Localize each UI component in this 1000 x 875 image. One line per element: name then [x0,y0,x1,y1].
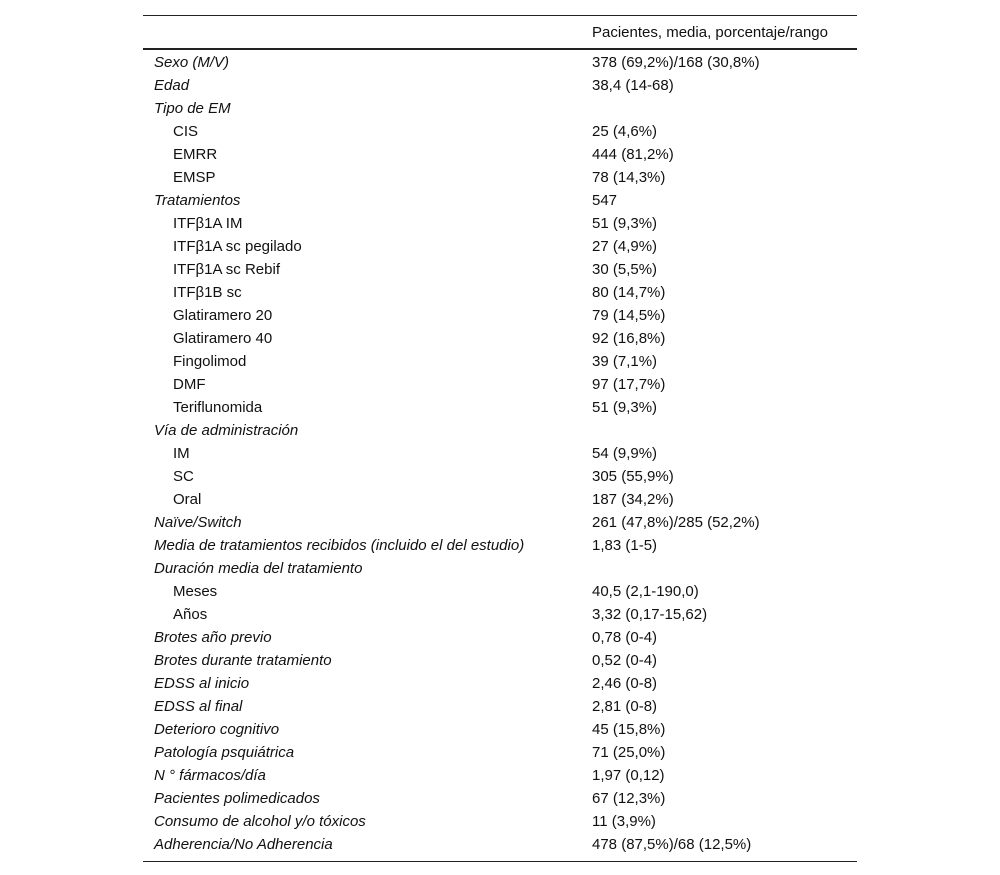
table-row [143,304,857,327]
row-label: Media de tratamientos recibidos (incluido el del estudio) [154,537,525,554]
table-row [143,787,857,810]
row-label: CIS [173,123,199,140]
row-value: 0,78 (0-4) [592,629,658,646]
row-value: 11 (3,9%) [592,813,656,830]
table-row [143,557,857,580]
table-row [143,74,857,97]
row-value: 261 (47,8%)/285 (52,2%) [592,514,760,531]
table-body [143,50,857,856]
table-header [143,16,857,48]
row-label: Brotes año previo [154,629,272,646]
row-label: Tipo de EM [154,100,231,117]
row-label: Meses [173,583,218,600]
row-label: Oral [173,491,202,508]
row-label: ITFβ1A sc Rebif [173,261,280,278]
table-row [143,511,857,534]
table-row [143,373,857,396]
table-row [143,534,857,557]
header-col-value: Pacientes, media, porcentaje/rango [592,23,828,41]
row-value: 547 [592,192,618,209]
table-row [143,695,857,718]
row-value: 51 (9,3%) [592,399,658,416]
row-label: EMSP [173,169,216,186]
row-value: 40,5 (2,1-190,0) [592,583,699,600]
row-value: 97 (17,7%) [592,376,666,393]
table-row [143,580,857,603]
table-row [143,649,857,672]
row-value: 39 (7,1%) [592,353,658,370]
table-row [143,281,857,304]
table-row [143,672,857,695]
table-row [143,488,857,511]
row-label: Teriflunomida [173,399,263,416]
row-value: 305 (55,9%) [592,468,674,485]
row-label: IM [173,445,190,462]
row-value: 92 (16,8%) [592,330,666,347]
row-label: Fingolimod [173,353,247,370]
table-row [143,465,857,488]
row-value: 3,32 (0,17-15,62) [592,606,708,623]
row-label: Años [173,606,208,623]
table-row [143,189,857,212]
row-label: EDSS al final [154,698,243,715]
row-label: EMRR [173,146,218,163]
table-row [143,626,857,649]
table-row [143,718,857,741]
row-label: N ° fármacos/día [154,767,266,784]
row-value: 67 (12,3%) [592,790,666,807]
row-label: ITFβ1B sc [173,284,242,301]
row-label: Adherencia/No Adherencia [154,836,333,853]
table-row [143,235,857,258]
row-value: 45 (15,8%) [592,721,666,738]
table-row [143,51,857,74]
row-label: Duración media del tratamiento [154,560,363,577]
row-label: ITFβ1A sc pegilado [173,238,302,255]
row-label: Deterioro cognitivo [154,721,280,738]
row-label: Glatiramero 40 [173,330,273,347]
row-value: 2,46 (0-8) [592,675,658,692]
row-value: 0,52 (0-4) [592,652,658,669]
row-value: 30 (5,5%) [592,261,658,278]
row-label: Tratamientos [154,192,241,209]
row-value: 54 (9,9%) [592,445,658,462]
table-row [143,833,857,856]
row-value: 25 (4,6%) [592,123,658,140]
table-row [143,810,857,833]
table-row [143,97,857,120]
row-label: Naïve/Switch [154,514,242,531]
bottom-rule [143,861,857,862]
row-value: 378 (69,2%)/168 (30,8%) [592,54,760,71]
row-label: Edad [154,77,190,94]
table-row [143,327,857,350]
table-row [143,603,857,626]
row-value: 2,81 (0-8) [592,698,658,715]
table-row [143,120,857,143]
data-table [143,15,857,862]
row-value: 187 (34,2%) [592,491,674,508]
table-row [143,143,857,166]
row-value: 444 (81,2%) [592,146,674,163]
row-label: SC [173,468,194,485]
table-row [143,212,857,235]
row-value: 79 (14,5%) [592,307,666,324]
row-label: DMF [173,376,206,393]
table-row [143,764,857,787]
row-label: EDSS al inicio [154,675,250,692]
row-value: 478 (87,5%)/68 (12,5%) [592,836,752,853]
row-label: Vía de administración [154,422,299,439]
row-value: 51 (9,3%) [592,215,658,232]
row-value: 78 (14,3%) [592,169,666,186]
table-row [143,258,857,281]
row-value: 80 (14,7%) [592,284,666,301]
row-value: 27 (4,9%) [592,238,658,255]
row-value: 1,83 (1-5) [592,537,658,554]
row-label: ITFβ1A IM [173,215,243,232]
table-row [143,741,857,764]
table-row [143,350,857,373]
row-label: Brotes durante tratamiento [154,652,332,669]
row-value: 38,4 (14-68) [592,77,674,94]
table-row [143,419,857,442]
row-value: 71 (25,0%) [592,744,666,761]
row-label: Consumo de alcohol y/o tóxicos [154,813,366,830]
table-row [143,396,857,419]
row-label: Pacientes polimedicados [154,790,320,807]
row-label: Sexo (M/V) [154,54,230,71]
row-label: Patología psquiátrica [154,744,295,761]
table-row [143,442,857,465]
row-value: 1,97 (0,12) [592,767,665,784]
row-label: Glatiramero 20 [173,307,273,324]
table-row [143,166,857,189]
